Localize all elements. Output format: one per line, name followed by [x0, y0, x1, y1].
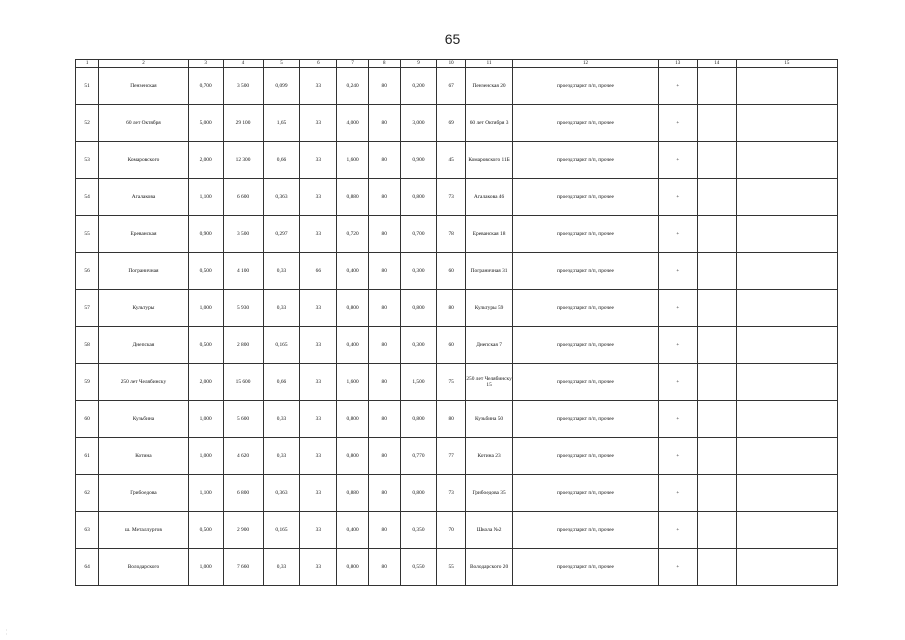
- area-m2: 3 500: [223, 68, 263, 105]
- empty-col14: [697, 512, 736, 549]
- empty-col14: [697, 327, 736, 364]
- row-number: 54: [76, 179, 99, 216]
- value-col9: 0,800: [400, 179, 437, 216]
- empty-col15: [736, 549, 837, 586]
- mark-col13: +: [658, 364, 697, 401]
- row-number: 55: [76, 216, 99, 253]
- empty-col14: [697, 401, 736, 438]
- value-col5: 0,33: [263, 290, 300, 327]
- value-col8: 80: [368, 364, 400, 401]
- area-m2: 6 800: [223, 475, 263, 512]
- value-col8: 80: [368, 438, 400, 475]
- length-km: 5,000: [188, 105, 223, 142]
- empty-col14: [697, 475, 736, 512]
- mark-col13: +: [658, 549, 697, 586]
- value-col5: 0,165: [263, 512, 300, 549]
- empty-col15: [736, 290, 837, 327]
- row-number: 58: [76, 327, 99, 364]
- street-name: Комаровского: [99, 142, 189, 179]
- value-col6: 33: [300, 549, 337, 586]
- table-row: [76, 68, 838, 105]
- value-col9: 0,900: [400, 142, 437, 179]
- address: Днепская 7: [465, 327, 512, 364]
- table-row: [76, 401, 838, 438]
- row-number: 59: [76, 364, 99, 401]
- empty-col15: [736, 142, 837, 179]
- value-col5: 0,099: [263, 68, 300, 105]
- table-row: [76, 438, 838, 475]
- address: Пензенская 20: [465, 68, 512, 105]
- value-col5: 0,33: [263, 401, 300, 438]
- value-col7: 0,880: [337, 179, 369, 216]
- street-name: 250 лет Челябинску: [99, 364, 189, 401]
- mark-col13: +: [658, 142, 697, 179]
- empty-col15: [736, 327, 837, 364]
- street-name: ш. Металлургов: [99, 512, 189, 549]
- length-km: 1,100: [188, 475, 223, 512]
- area-m2: 4 100: [223, 253, 263, 290]
- length-km: 0,500: [188, 512, 223, 549]
- address: Котина 23: [465, 438, 512, 475]
- scan-edge-mark: : :: [6, 627, 8, 636]
- empty-col15: [736, 401, 837, 438]
- mark-col13: +: [658, 68, 697, 105]
- value-col9: 3,000: [400, 105, 437, 142]
- area-m2: 7 660: [223, 549, 263, 586]
- value-col6: 33: [300, 512, 337, 549]
- work-description: проезд:паркт п/п, прочее: [513, 68, 658, 105]
- mark-col13: +: [658, 105, 697, 142]
- value-col6: 33: [300, 364, 337, 401]
- length-km: 1,000: [188, 290, 223, 327]
- address: Агалакова 46: [465, 179, 512, 216]
- length-km: 1,100: [188, 179, 223, 216]
- mark-col13: +: [658, 179, 697, 216]
- value-col7: 0,800: [337, 401, 369, 438]
- mark-col13: +: [658, 216, 697, 253]
- length-km: 0,900: [188, 216, 223, 253]
- value-col7: 0,400: [337, 512, 369, 549]
- address: Культуры 59: [465, 290, 512, 327]
- work-description: проезд:паркт п/п, прочее: [513, 549, 658, 586]
- value-col8: 80: [368, 290, 400, 327]
- value-col9: 0,550: [400, 549, 437, 586]
- work-description: проезд:паркт п/п, прочее: [513, 179, 658, 216]
- empty-col15: [736, 179, 837, 216]
- percent-col10: 60: [437, 253, 465, 290]
- street-name: Грибоедова: [99, 475, 189, 512]
- value-col6: 33: [300, 401, 337, 438]
- length-km: 0,500: [188, 327, 223, 364]
- address: Грибоедова 35: [465, 475, 512, 512]
- percent-col10: 69: [437, 105, 465, 142]
- column-number-row: [76, 60, 838, 68]
- empty-col15: [736, 105, 837, 142]
- area-m2: 5 600: [223, 401, 263, 438]
- work-description: проезд:паркт п/п, прочее: [513, 105, 658, 142]
- table-row: [76, 512, 838, 549]
- table-row: [76, 179, 838, 216]
- empty-col15: [736, 364, 837, 401]
- column-number-7: 7: [337, 60, 369, 68]
- work-description: проезд:паркт п/п, прочее: [513, 216, 658, 253]
- address: Комаровского 11Б: [465, 142, 512, 179]
- value-col9: 0,800: [400, 401, 437, 438]
- value-col6: 33: [300, 142, 337, 179]
- value-col6: 33: [300, 290, 337, 327]
- value-col9: 0,800: [400, 290, 437, 327]
- row-number: 51: [76, 68, 99, 105]
- empty-col15: [736, 475, 837, 512]
- value-col8: 80: [368, 216, 400, 253]
- percent-col10: 55: [437, 549, 465, 586]
- address: Ереванская 18: [465, 216, 512, 253]
- row-number: 60: [76, 401, 99, 438]
- empty-col14: [697, 142, 736, 179]
- column-number-3: 3: [188, 60, 223, 68]
- value-col6: 33: [300, 68, 337, 105]
- work-description: проезд:паркт п/п, прочее: [513, 401, 658, 438]
- area-m2: 4 620: [223, 438, 263, 475]
- value-col7: 0,720: [337, 216, 369, 253]
- value-col7: 0,800: [337, 438, 369, 475]
- column-number-10: 10: [437, 60, 465, 68]
- mark-col13: +: [658, 253, 697, 290]
- percent-col10: 73: [437, 475, 465, 512]
- value-col9: 0,200: [400, 68, 437, 105]
- street-name: Днепская: [99, 327, 189, 364]
- empty-col15: [736, 68, 837, 105]
- area-m2: 5 930: [223, 290, 263, 327]
- row-number: 63: [76, 512, 99, 549]
- value-col6: 33: [300, 438, 337, 475]
- empty-col14: [697, 68, 736, 105]
- percent-col10: 73: [437, 179, 465, 216]
- empty-col14: [697, 105, 736, 142]
- value-col8: 80: [368, 401, 400, 438]
- empty-col14: [697, 290, 736, 327]
- register-table: [75, 59, 838, 586]
- mark-col13: +: [658, 512, 697, 549]
- percent-col10: 70: [437, 512, 465, 549]
- empty-col14: [697, 216, 736, 253]
- value-col8: 80: [368, 475, 400, 512]
- column-number-15: 15: [736, 60, 837, 68]
- table-row: [76, 364, 838, 401]
- value-col7: 1,600: [337, 142, 369, 179]
- value-col5: 0,363: [263, 179, 300, 216]
- empty-col14: [697, 549, 736, 586]
- street-name: Агалакова: [99, 179, 189, 216]
- empty-col15: [736, 438, 837, 475]
- length-km: 0,700: [188, 68, 223, 105]
- row-number: 62: [76, 475, 99, 512]
- value-col7: 0,800: [337, 549, 369, 586]
- table-row: [76, 475, 838, 512]
- value-col8: 80: [368, 327, 400, 364]
- empty-col14: [697, 364, 736, 401]
- row-number: 56: [76, 253, 99, 290]
- work-description: проезд:паркт п/п, прочее: [513, 475, 658, 512]
- value-col8: 80: [368, 68, 400, 105]
- column-number-2: 2: [99, 60, 189, 68]
- street-name: Ереванская: [99, 216, 189, 253]
- value-col5: 0,165: [263, 327, 300, 364]
- empty-col14: [697, 253, 736, 290]
- area-m2: 12 300: [223, 142, 263, 179]
- column-number-9: 9: [400, 60, 437, 68]
- address: Пограничная 31: [465, 253, 512, 290]
- value-col7: 0,800: [337, 290, 369, 327]
- table-row: [76, 105, 838, 142]
- table-row: [76, 142, 838, 179]
- area-m2: 6 600: [223, 179, 263, 216]
- page-number: 65: [444, 31, 461, 47]
- address: Школа №2: [465, 512, 512, 549]
- street-name: Котина: [99, 438, 189, 475]
- area-m2: 3 500: [223, 216, 263, 253]
- value-col5: 0,33: [263, 438, 300, 475]
- percent-col10: 77: [437, 438, 465, 475]
- percent-col10: 80: [437, 290, 465, 327]
- column-number-13: 13: [658, 60, 697, 68]
- value-col8: 80: [368, 549, 400, 586]
- street-name: Володарского: [99, 549, 189, 586]
- value-col9: 0,350: [400, 512, 437, 549]
- value-col5: 0,33: [263, 253, 300, 290]
- empty-col15: [736, 512, 837, 549]
- length-km: 1,000: [188, 438, 223, 475]
- value-col6: 33: [300, 179, 337, 216]
- work-description: проезд:паркт п/п, прочее: [513, 512, 658, 549]
- length-km: 2,000: [188, 364, 223, 401]
- value-col8: 80: [368, 105, 400, 142]
- column-number-4: 4: [223, 60, 263, 68]
- value-col8: 80: [368, 512, 400, 549]
- address: 250 лет Челябинску 15: [465, 364, 512, 401]
- street-name: Культуры: [99, 290, 189, 327]
- percent-col10: 60: [437, 327, 465, 364]
- area-m2: 2 900: [223, 512, 263, 549]
- value-col9: 0,300: [400, 327, 437, 364]
- value-col8: 80: [368, 179, 400, 216]
- row-number: 61: [76, 438, 99, 475]
- mark-col13: +: [658, 475, 697, 512]
- column-number-1: 1: [76, 60, 99, 68]
- street-name: Пензенская: [99, 68, 189, 105]
- value-col7: 0,400: [337, 327, 369, 364]
- row-number: 53: [76, 142, 99, 179]
- empty-col15: [736, 216, 837, 253]
- row-number: 57: [76, 290, 99, 327]
- column-number-5: 5: [263, 60, 300, 68]
- table-row: [76, 549, 838, 586]
- area-m2: 29 100: [223, 105, 263, 142]
- address: 60 лет Октября 3: [465, 105, 512, 142]
- value-col5: 0,297: [263, 216, 300, 253]
- value-col7: 0,880: [337, 475, 369, 512]
- value-col7: 1,600: [337, 364, 369, 401]
- value-col5: 0,66: [263, 142, 300, 179]
- value-col6: 33: [300, 327, 337, 364]
- percent-col10: 67: [437, 68, 465, 105]
- value-col8: 80: [368, 142, 400, 179]
- mark-col13: +: [658, 401, 697, 438]
- table-row: [76, 327, 838, 364]
- value-col9: 0,300: [400, 253, 437, 290]
- work-description: проезд:паркт п/п, прочее: [513, 290, 658, 327]
- value-col7: 0,400: [337, 253, 369, 290]
- street-name: 60 лет Октября: [99, 105, 189, 142]
- row-number: 64: [76, 549, 99, 586]
- value-col5: 1,65: [263, 105, 300, 142]
- value-col6: 66: [300, 253, 337, 290]
- work-description: проезд:паркт п/п, прочее: [513, 327, 658, 364]
- address: Володарского 20: [465, 549, 512, 586]
- work-description: проезд:паркт п/п, прочее: [513, 142, 658, 179]
- street-name: Кузьбина: [99, 401, 189, 438]
- row-number: 52: [76, 105, 99, 142]
- table-row: [76, 253, 838, 290]
- mark-col13: +: [658, 327, 697, 364]
- percent-col10: 80: [437, 401, 465, 438]
- length-km: 0,500: [188, 253, 223, 290]
- table-row: [76, 216, 838, 253]
- value-col6: 33: [300, 105, 337, 142]
- value-col7: 0,240: [337, 68, 369, 105]
- value-col9: 0,800: [400, 475, 437, 512]
- work-description: проезд:паркт п/п, прочее: [513, 253, 658, 290]
- column-number-11: 11: [465, 60, 512, 68]
- percent-col10: 45: [437, 142, 465, 179]
- value-col5: 0,33: [263, 549, 300, 586]
- value-col9: 1,500: [400, 364, 437, 401]
- value-col6: 33: [300, 475, 337, 512]
- mark-col13: +: [658, 438, 697, 475]
- length-km: 2,000: [188, 142, 223, 179]
- value-col9: 0,700: [400, 216, 437, 253]
- street-name: Пограничная: [99, 253, 189, 290]
- percent-col10: 75: [437, 364, 465, 401]
- value-col7: 4,000: [337, 105, 369, 142]
- column-number-8: 8: [368, 60, 400, 68]
- area-m2: 2 800: [223, 327, 263, 364]
- table-row: [76, 290, 838, 327]
- address: Кузьбина 50: [465, 401, 512, 438]
- length-km: 1,000: [188, 549, 223, 586]
- area-m2: 15 600: [223, 364, 263, 401]
- column-number-12: 12: [513, 60, 658, 68]
- column-number-6: 6: [300, 60, 337, 68]
- empty-col15: [736, 253, 837, 290]
- work-description: проезд:паркт п/п, прочее: [513, 438, 658, 475]
- value-col8: 80: [368, 253, 400, 290]
- mark-col13: +: [658, 290, 697, 327]
- length-km: 1,000: [188, 401, 223, 438]
- empty-col14: [697, 179, 736, 216]
- value-col6: 33: [300, 216, 337, 253]
- empty-col14: [697, 438, 736, 475]
- value-col5: 0,363: [263, 475, 300, 512]
- value-col5: 0,66: [263, 364, 300, 401]
- percent-col10: 78: [437, 216, 465, 253]
- value-col9: 0,770: [400, 438, 437, 475]
- work-description: проезд:паркт п/п, прочее: [513, 364, 658, 401]
- column-number-14: 14: [697, 60, 736, 68]
